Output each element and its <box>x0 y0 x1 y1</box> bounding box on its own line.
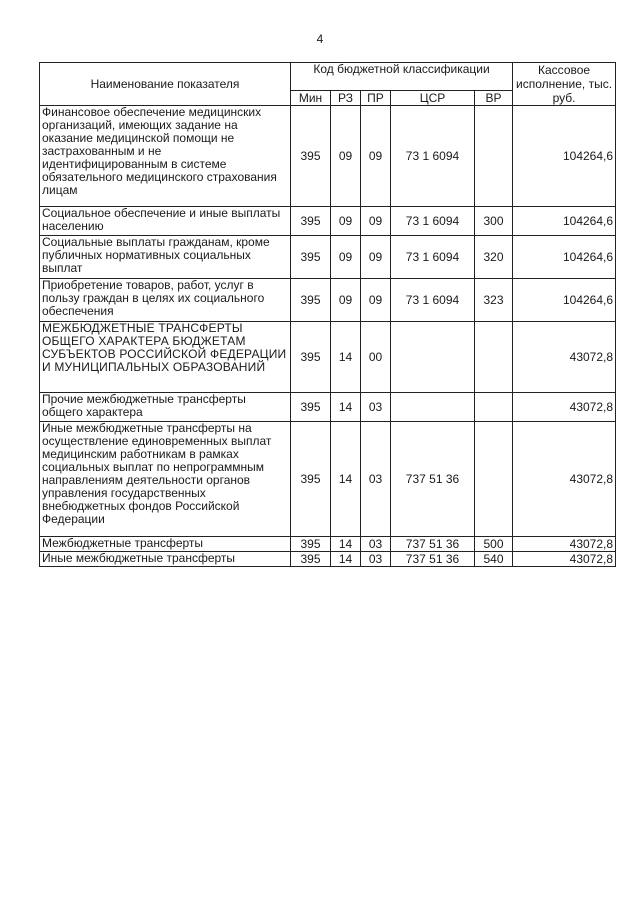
table-row <box>40 279 616 322</box>
row-rz: 09 <box>331 279 361 322</box>
header-name: Наименование показателя <box>40 63 291 106</box>
table-row <box>40 207 616 236</box>
row-min: 395 <box>291 393 331 422</box>
row-vr: 500 <box>475 537 513 552</box>
table-row <box>40 537 616 552</box>
table-row <box>40 393 616 422</box>
row-vr: 320 <box>475 236 513 279</box>
row-name: Финансовое обеспечение медицинских организаций, имеющих задание на оказание медицинской помощи не застрахованным и не идентифицированным в системе обязательного медицинского страхования лицам <box>40 106 291 207</box>
row-vr: 300 <box>475 207 513 236</box>
row-rz: 09 <box>331 236 361 279</box>
row-vr: 540 <box>475 552 513 567</box>
header-cash-execution: Кассовое исполнение, тыс. руб. <box>513 63 616 106</box>
row-csr: 737 51 36 <box>391 422 475 537</box>
row-pr: 03 <box>361 422 391 537</box>
row-min: 395 <box>291 422 331 537</box>
row-pr: 09 <box>361 236 391 279</box>
row-amount: 104264,6 <box>513 207 616 236</box>
row-rz: 09 <box>331 106 361 207</box>
row-name: Социальные выплаты гражданам, кроме публичных нормативных социальных выплат <box>40 236 291 279</box>
table-row <box>40 552 616 567</box>
row-amount: 104264,6 <box>513 279 616 322</box>
row-name: Социальное обеспечение и иные выплаты населению <box>40 207 291 236</box>
row-rz: 14 <box>331 537 361 552</box>
row-pr: 03 <box>361 552 391 567</box>
row-pr: 09 <box>361 106 391 207</box>
row-min: 395 <box>291 236 331 279</box>
row-name: МЕЖБЮДЖЕТНЫЕ ТРАНСФЕРТЫ ОБЩЕГО ХАРАКТЕРА БЮДЖЕТАМ СУБЪЕКТОВ РОССИЙСКОЙ ФЕДЕРАЦИИ И МУНИЦИПАЛЬНЫХ ОБРАЗОВАНИЙ <box>40 322 291 393</box>
table-row <box>40 422 616 537</box>
header-row <box>40 63 616 91</box>
row-min: 395 <box>291 537 331 552</box>
row-name: Иные межбюджетные трансферты на осуществление единовременных выплат медицинским работникам в рамках социальных выплат по непрограммным направлениям деятельности органов управления государственных внебюджетных фондов Российской Федерации <box>40 422 291 537</box>
row-rz: 09 <box>331 207 361 236</box>
row-name: Приобретение товаров, работ, услуг в пользу граждан в целях их социального обеспечения <box>40 279 291 322</box>
row-csr: 73 1 6094 <box>391 106 475 207</box>
row-vr <box>475 422 513 537</box>
row-amount: 104264,6 <box>513 106 616 207</box>
header-csr: ЦСР <box>391 91 475 106</box>
header-rz: РЗ <box>331 91 361 106</box>
row-csr: 737 51 36 <box>391 537 475 552</box>
row-name: Прочие межбюджетные трансферты общего характера <box>40 393 291 422</box>
row-rz: 14 <box>331 322 361 393</box>
row-amount: 43072,8 <box>513 537 616 552</box>
row-csr <box>391 322 475 393</box>
table-row <box>40 106 616 207</box>
table-row <box>40 322 616 393</box>
row-rz: 14 <box>331 422 361 537</box>
budget-table <box>39 62 616 567</box>
header-vr: ВР <box>475 91 513 106</box>
row-pr: 09 <box>361 279 391 322</box>
row-rz: 14 <box>331 393 361 422</box>
row-amount: 43072,8 <box>513 322 616 393</box>
row-vr <box>475 106 513 207</box>
row-amount: 43072,8 <box>513 552 616 567</box>
row-amount: 43072,8 <box>513 422 616 537</box>
row-pr: 03 <box>361 537 391 552</box>
row-csr: 73 1 6094 <box>391 279 475 322</box>
row-pr: 00 <box>361 322 391 393</box>
row-rz: 14 <box>331 552 361 567</box>
header-min: Мин <box>291 91 331 106</box>
header-pr: ПР <box>361 91 391 106</box>
page-number: 4 <box>316 32 324 46</box>
row-min: 395 <box>291 552 331 567</box>
row-pr: 09 <box>361 207 391 236</box>
row-name: Межбюджетные трансферты <box>40 537 291 552</box>
row-csr: 73 1 6094 <box>391 236 475 279</box>
row-vr: 323 <box>475 279 513 322</box>
row-amount: 104264,6 <box>513 236 616 279</box>
row-min: 395 <box>291 106 331 207</box>
row-min: 395 <box>291 207 331 236</box>
row-pr: 03 <box>361 393 391 422</box>
row-csr: 737 51 36 <box>391 552 475 567</box>
row-vr <box>475 322 513 393</box>
row-amount: 43072,8 <box>513 393 616 422</box>
row-name: Иные межбюджетные трансферты <box>40 552 291 567</box>
row-min: 395 <box>291 322 331 393</box>
table-row <box>40 236 616 279</box>
header-code-group: Код бюджетной классификации <box>291 63 513 91</box>
row-csr <box>391 393 475 422</box>
row-min: 395 <box>291 279 331 322</box>
row-csr: 73 1 6094 <box>391 207 475 236</box>
row-vr <box>475 393 513 422</box>
